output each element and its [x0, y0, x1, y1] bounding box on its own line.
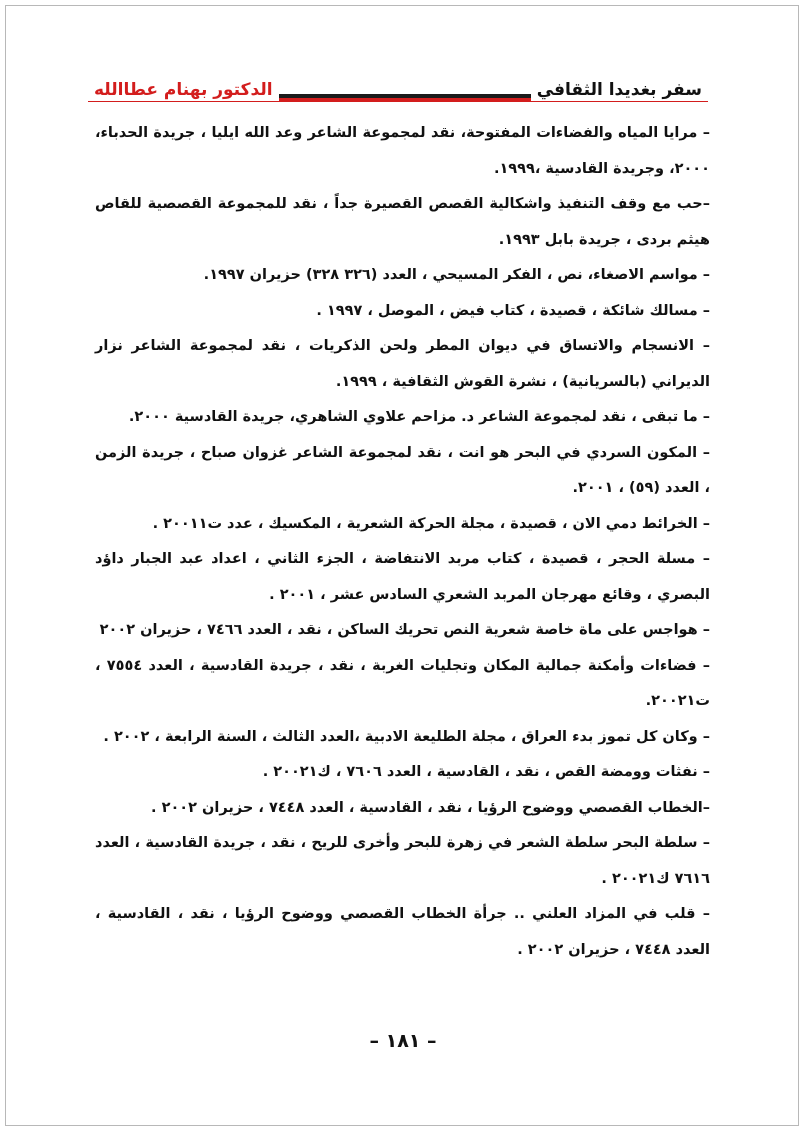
- bibliography-entry: – وكان كل تموز بدء العراق ، مجلة الطليعة الادبية ،العدد الثالث ، السنة الرابعة ، ٢٠٠٢ .: [103, 728, 710, 745]
- bibliography-entry: –الخطاب القصصي ووضوح الرؤيا ، نقد ، القادسية ، العدد ٧٤٤٨ ، حزيران ٢٠٠٢ .: [151, 799, 710, 816]
- bibliography-entry: – قلب في المزاد العلني .. جرأة الخطاب القصصي ووضوح الرؤيا ، نقد ، القادسية ، العدد ٧٤٤٨ ، حزيران ٢٠٠٢ .: [95, 906, 710, 958]
- bibliography-entry: –حب مع وقف التنفيذ واشكالية القصص القصيرة جداً ، نقد للمجموعة القصصية للقاص هيثم بردى ، جريدة بابل ١٩٩٣.: [95, 196, 710, 248]
- author-name: الدكتور بهنام عطاالله: [88, 79, 279, 101]
- bibliography-entry: – المكون السردي في البحر هو انت ، نقد لمجموعة الشاعر غزوان صباح ، جريدة الزمن ، العدد (٥٩) ، ٢٠٠١.: [95, 444, 710, 496]
- page-number: – ١٨١ –: [369, 1030, 437, 1052]
- bibliography-entry: – الخرائط دمي الان ، قصيدة ، مجلة الحركة الشعرية ، المكسيك ، عدد ت٢٠٠١١ .: [152, 515, 710, 532]
- bibliography-entry: – ما تبقى ، نقد لمجموعة الشاعر د. مزاحم علاوي الشاهري، جريدة القادسية ٢٠٠٠.: [128, 409, 710, 425]
- page-header: [88, 78, 708, 108]
- bibliography-entry: – نفثات وومضة القص ، نقد ، القادسية ، العدد ٧٦٠٦ ، ك٢٠٠٢١ .: [262, 764, 710, 780]
- bibliography-entry: – مسلة الحجر ، قصيدة ، كتاب مربد الانتفاضة ، الجزء الثاني ، اعداد عبد الجبار داؤد البصري ، وقائع مهرجان المربد الشعري السادس عشر ، ٢٠٠١ .: [95, 551, 710, 603]
- bibliography-entry: – سلطة البحر سلطة الشعر في زهرة للبحر وأخرى للريح ، نقد ، جريدة القادسية ، العدد ٧٦١٦ ك٢٠٠٢١ .: [95, 835, 710, 887]
- bibliography-entry: – مواسم الاصغاء، نص ، الفكر المسيحي ، العدد (٣٢٦ ٣٢٨) حزيران ١٩٩٧.: [203, 267, 710, 283]
- bibliography-entry: – مرايا المياه والفضاءات المفتوحة، نقد لمجموعة الشاعر وعد الله ايليا ، جريدة الحدباء، ٢٠٠٠، وجريدة القادسية ،١٩٩٩.: [95, 125, 710, 177]
- bibliography-list: [95, 116, 710, 968]
- series-title: سفر بغديدا الثقافي: [531, 79, 708, 101]
- bibliography-entry: – هواجس على ماة خاصة شعرية النص تحريك الساكن ، نقد ، العدد ٧٤٦٦ ، حزيران ٢٠٠٢: [99, 622, 710, 638]
- bibliography-entry: – الانسجام والاتساق في ديوان المطر ولحن الذكريات ، نقد لمجموعة الشاعر نزار الديراني (بالسريانية) ، نشرة القوش الثقافية ، ١٩٩٩.: [95, 338, 710, 390]
- bibliography-entry: – مسالك شائكة ، قصيدة ، كتاب فيض ، الموصل ، ١٩٩٧ .: [316, 302, 710, 319]
- bibliography-entry: – فضاءات وأمكنة جمالية المكان وتجليات الغربة ، نقد ، جريدة القادسية ، العدد ٧٥٥٤ ، ت٢٠٠٢١.: [95, 657, 710, 709]
